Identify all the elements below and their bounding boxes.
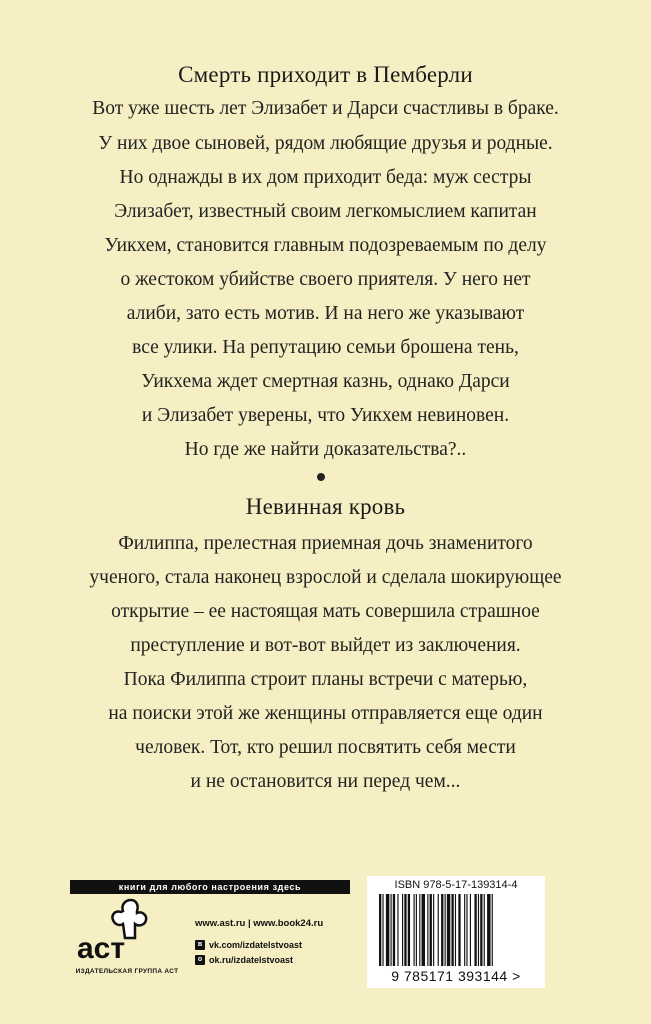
- section2-line: ученого, стала наконец взрослой и сделала шокирующее: [89, 567, 562, 588]
- logo-text: аст: [77, 932, 126, 965]
- barcode-icon: [379, 894, 533, 966]
- section1-line: У них двое сыновей, рядом любящие друзья и родные.: [98, 133, 553, 154]
- section2-line: преступление и вот-вот выйдет из заключения.: [130, 635, 521, 656]
- section1-line: все улики. На репутацию семьи брошена тень,: [132, 337, 519, 358]
- section1-line: о жестоком убийстве своего приятеля. У него нет: [120, 269, 531, 290]
- section2-line: Филиппа, прелестная приемная дочь знаменитого: [118, 533, 533, 554]
- section1-line: Уикхем, становится главным подозреваемым по делу: [104, 235, 547, 256]
- section1-line: алиби, зато есть мотив. И на него же указывают: [126, 303, 525, 324]
- tagline-banner: книги для любого настроения здесь: [70, 880, 350, 894]
- ok-link: ok.ru/izdatelstvoast: [209, 955, 294, 965]
- section2-line: и не остановится ни перед чем...: [190, 771, 461, 792]
- section2-line: открытие – ее настоящая мать совершила страшное: [111, 601, 540, 622]
- ok-link-row: [195, 955, 293, 965]
- publisher-name: ИЗДАТЕЛЬСКАЯ ГРУППА АСТ: [75, 968, 179, 975]
- section1-title: Смерть приходит в Пемберли: [178, 62, 473, 87]
- section2-line: на поиски этой же женщины отправляется еще один: [108, 703, 543, 724]
- ok-icon: о: [195, 955, 205, 965]
- isbn-label: ISBN 978-5-17-139314-4: [394, 879, 518, 891]
- barcode-number: 9 785171 393144 >: [391, 968, 521, 984]
- barcode-panel: [367, 876, 545, 988]
- section1-line: Но однажды в их дом приходит беда: муж сестры: [119, 167, 532, 188]
- section2-line: человек. Тот, кто решил посвятить себя мести: [135, 737, 516, 758]
- section2-line: Пока Филиппа строит планы встречи с матерью,: [123, 669, 528, 690]
- section1-line: и Элизабет уверены, что Уикхем невиновен.: [141, 405, 510, 426]
- section2-title: Невинная кровь: [245, 494, 406, 519]
- section1-line: Но где же найти доказательства?..: [184, 439, 467, 460]
- section-divider-bullet: [317, 473, 325, 481]
- section1-line: Уикхема ждет смертная казнь, однако Дарси: [141, 371, 510, 392]
- section1-line: Элизабет, известный своим легкомыслием капитан: [114, 201, 537, 222]
- vk-link-row: [195, 940, 302, 950]
- website-links: www.ast.ru | www.book24.ru: [195, 918, 324, 929]
- vk-icon: в: [195, 940, 205, 950]
- vk-link: vk.com/izdatelstvoast: [209, 940, 303, 950]
- section1-line: Вот уже шесть лет Элизабет и Дарси счастливы в браке.: [92, 98, 559, 119]
